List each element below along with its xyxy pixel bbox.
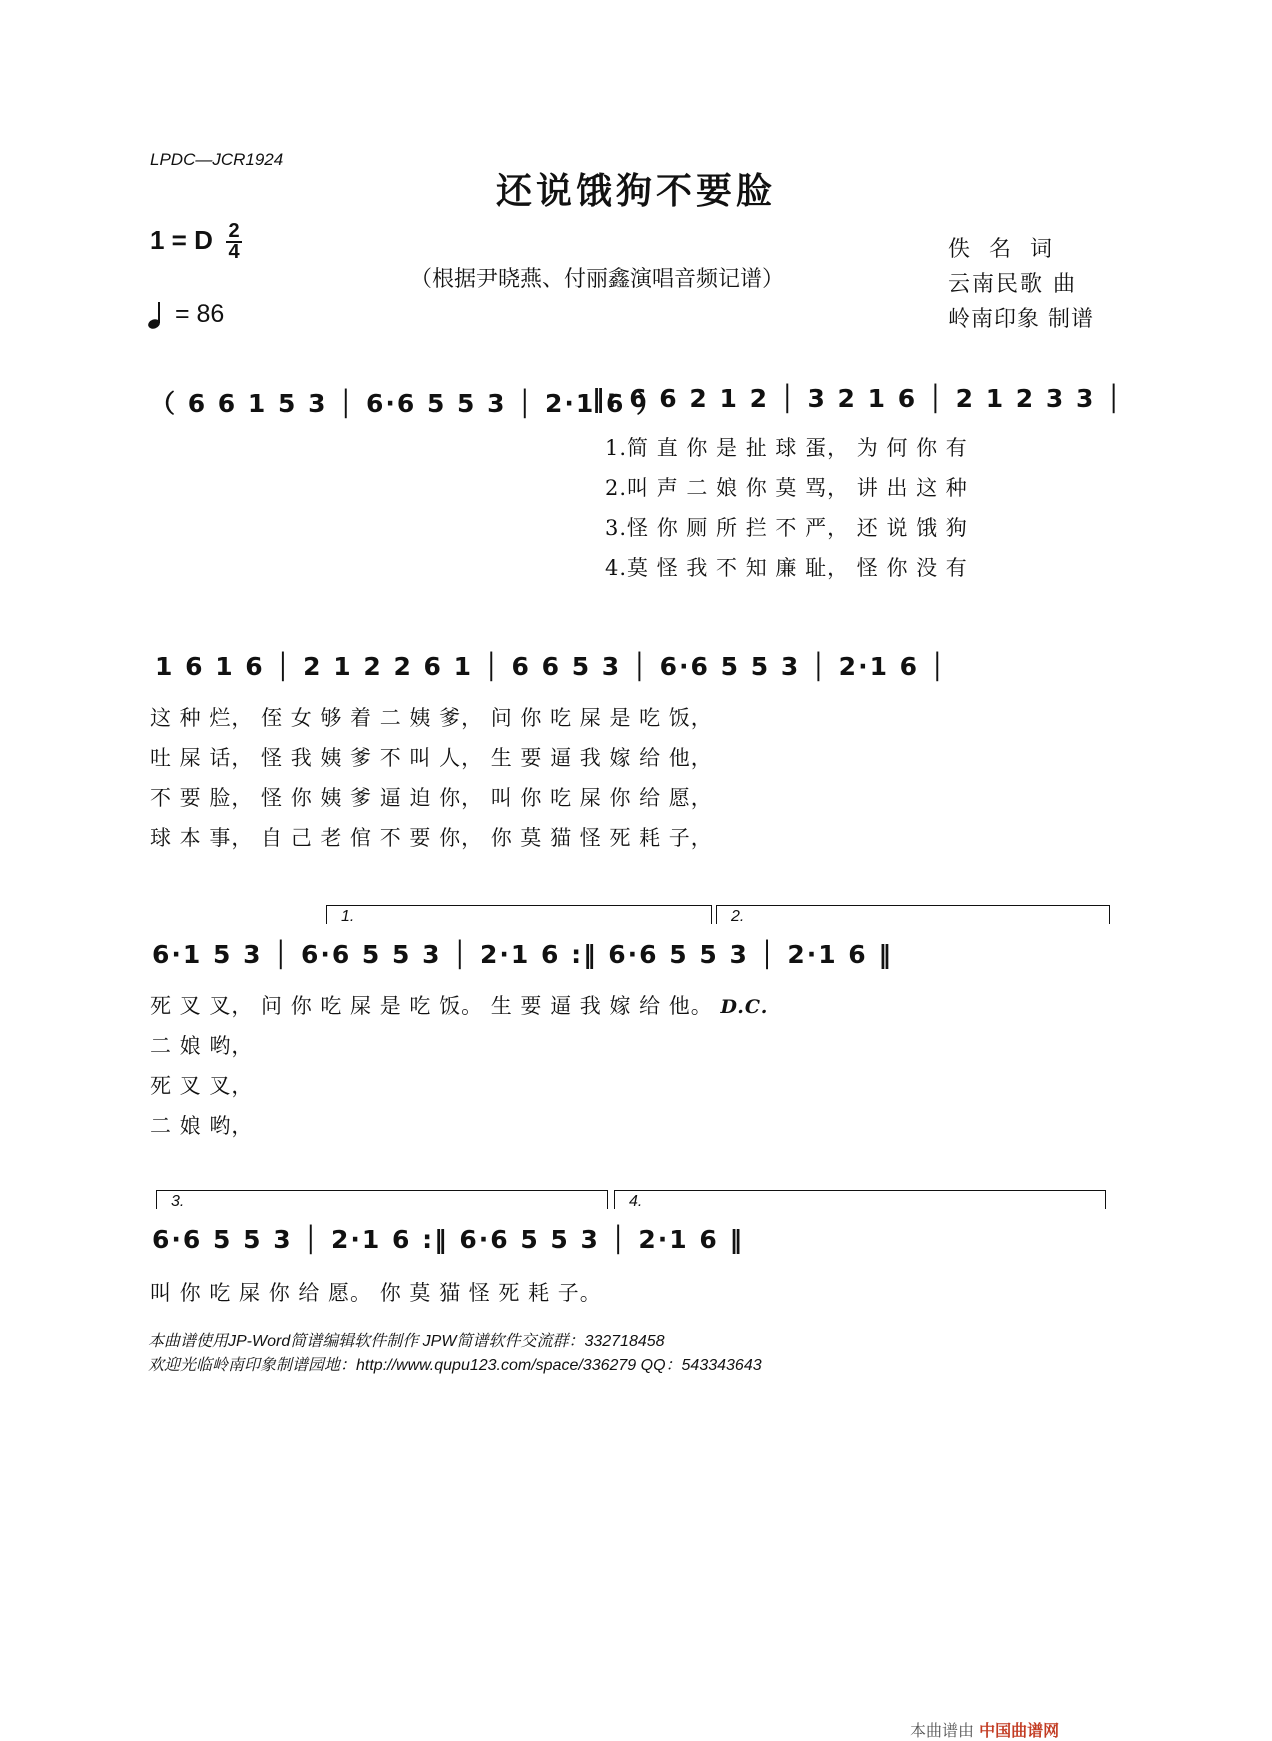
tempo-marking [146, 300, 224, 330]
staff-3-lyric-main [150, 990, 768, 1020]
site-watermark [910, 1718, 1059, 1741]
lyric-line: 吐 屎 话， 怪 我 姨 爹 不 叫 人， 生 要 逼 我 嫁 给 他， [150, 746, 713, 770]
footer-line-2: 欢迎光临岭南印象制谱园地：http://www.qupu123.com/space/336279 QQ：543343643 [148, 1357, 762, 1374]
staff-2-notes: 1 6 1 6 │ 2 1 2 2 6 1 │ 6 6 5 3 │ 6·6 5 5 3 │ 2·1 6 │ [155, 652, 947, 681]
lyric-line: 球 本 事， 自 己 老 倌 不 要 你， 你 莫 猫 怪 死 耗 子， [150, 826, 713, 850]
volta-bracket-1: 1. [326, 905, 712, 924]
time-bottom: 4 [228, 241, 240, 263]
lyric-line: 不 要 脸， 怪 你 姨 爹 逼 迫 你， 叫 你 吃 屎 你 给 愿， [150, 786, 713, 810]
key-label: 1 = D [150, 224, 213, 255]
footer-line-1: 本曲谱使用JP-Word简谱编辑软件制作 JPW简谱软件交流群：332718458 [148, 1333, 665, 1350]
subtitle: （根据尹晓燕、付丽鑫演唱音频记谱） [410, 267, 785, 292]
key-signature [150, 222, 242, 262]
staff-3-lyric-extra [150, 1030, 253, 1150]
staff-1-intro: （ 6 6 1 5 3 │ 6·6 5 5 3 │ 2·1 6 ） [150, 389, 664, 418]
quarter-note-icon [146, 300, 168, 330]
watermark-prefix: 本曲谱由 [910, 1721, 975, 1740]
score-code: LPDC—JCR1924 [150, 150, 284, 169]
staff-4-lyric: 叫 你 吃 屎 你 给 愿。 你 莫 猫 怪 死 耗 子。 [150, 1281, 602, 1305]
lyric-line: 二 娘 哟， [150, 1034, 254, 1058]
composer-credit: 云南民歌 曲 [948, 272, 1077, 297]
lyricist-credit: 佚 名 词 [948, 237, 1058, 262]
volta-bracket-2: 2. [716, 905, 1110, 924]
lyric-line: 这 种 烂， 侄 女 够 着 二 姨 爹， 问 你 吃 屎 是 吃 饭， [150, 706, 713, 730]
staff-3-notes: 6·1 5 3 │ 6·6 5 5 3 │ 2·1 6 :‖ 6·6 5 5 3 │ 2·1 6 ‖ [152, 940, 893, 969]
lyric-line: 1.简 直 你 是 扯 球 蛋， 为 何 你 有 [605, 436, 968, 460]
tempo-value: = 86 [174, 300, 225, 328]
lyric-line: 死 叉 叉， 问 你 吃 屎 是 吃 饭。 生 要 逼 我 嫁 给 他。 [150, 994, 713, 1018]
time-signature [226, 222, 242, 262]
dc-marking: D.C. [720, 996, 769, 1018]
lyric-line: 3.怪 你 厕 所 拦 不 严， 还 说 饿 狗 [605, 516, 968, 540]
lyric-line: 二 娘 哟， [150, 1114, 254, 1138]
volta-bracket-4: 4. [614, 1190, 1106, 1209]
staff-1-main: ‖: 6 6 2 1 2 │ 3 2 1 6 │ 2 1 2 3 3 │ [592, 384, 1124, 413]
staff-4-notes: 6·6 5 5 3 │ 2·1 6 :‖ 6·6 5 5 3 │ 2·1 6 ‖ [152, 1225, 744, 1254]
song-title: 还说饿狗不要脸 [495, 170, 776, 212]
lyric-line: 死 叉 叉， [150, 1074, 254, 1098]
volta-bracket-3: 3. [156, 1190, 608, 1209]
time-top: 2 [228, 220, 240, 242]
arranger-credit: 岭南印象 制谱 [948, 307, 1094, 332]
watermark-name: 中国曲谱网 [979, 1721, 1060, 1740]
lyric-line: 2.叫 声 二 娘 你 莫 骂， 讲 出 这 种 [605, 476, 968, 500]
lyric-line: 4.莫 怪 我 不 知 廉 耻， 怪 你 没 有 [605, 556, 968, 580]
staff-1-lyrics [605, 432, 968, 592]
staff-2-lyrics [150, 702, 713, 862]
